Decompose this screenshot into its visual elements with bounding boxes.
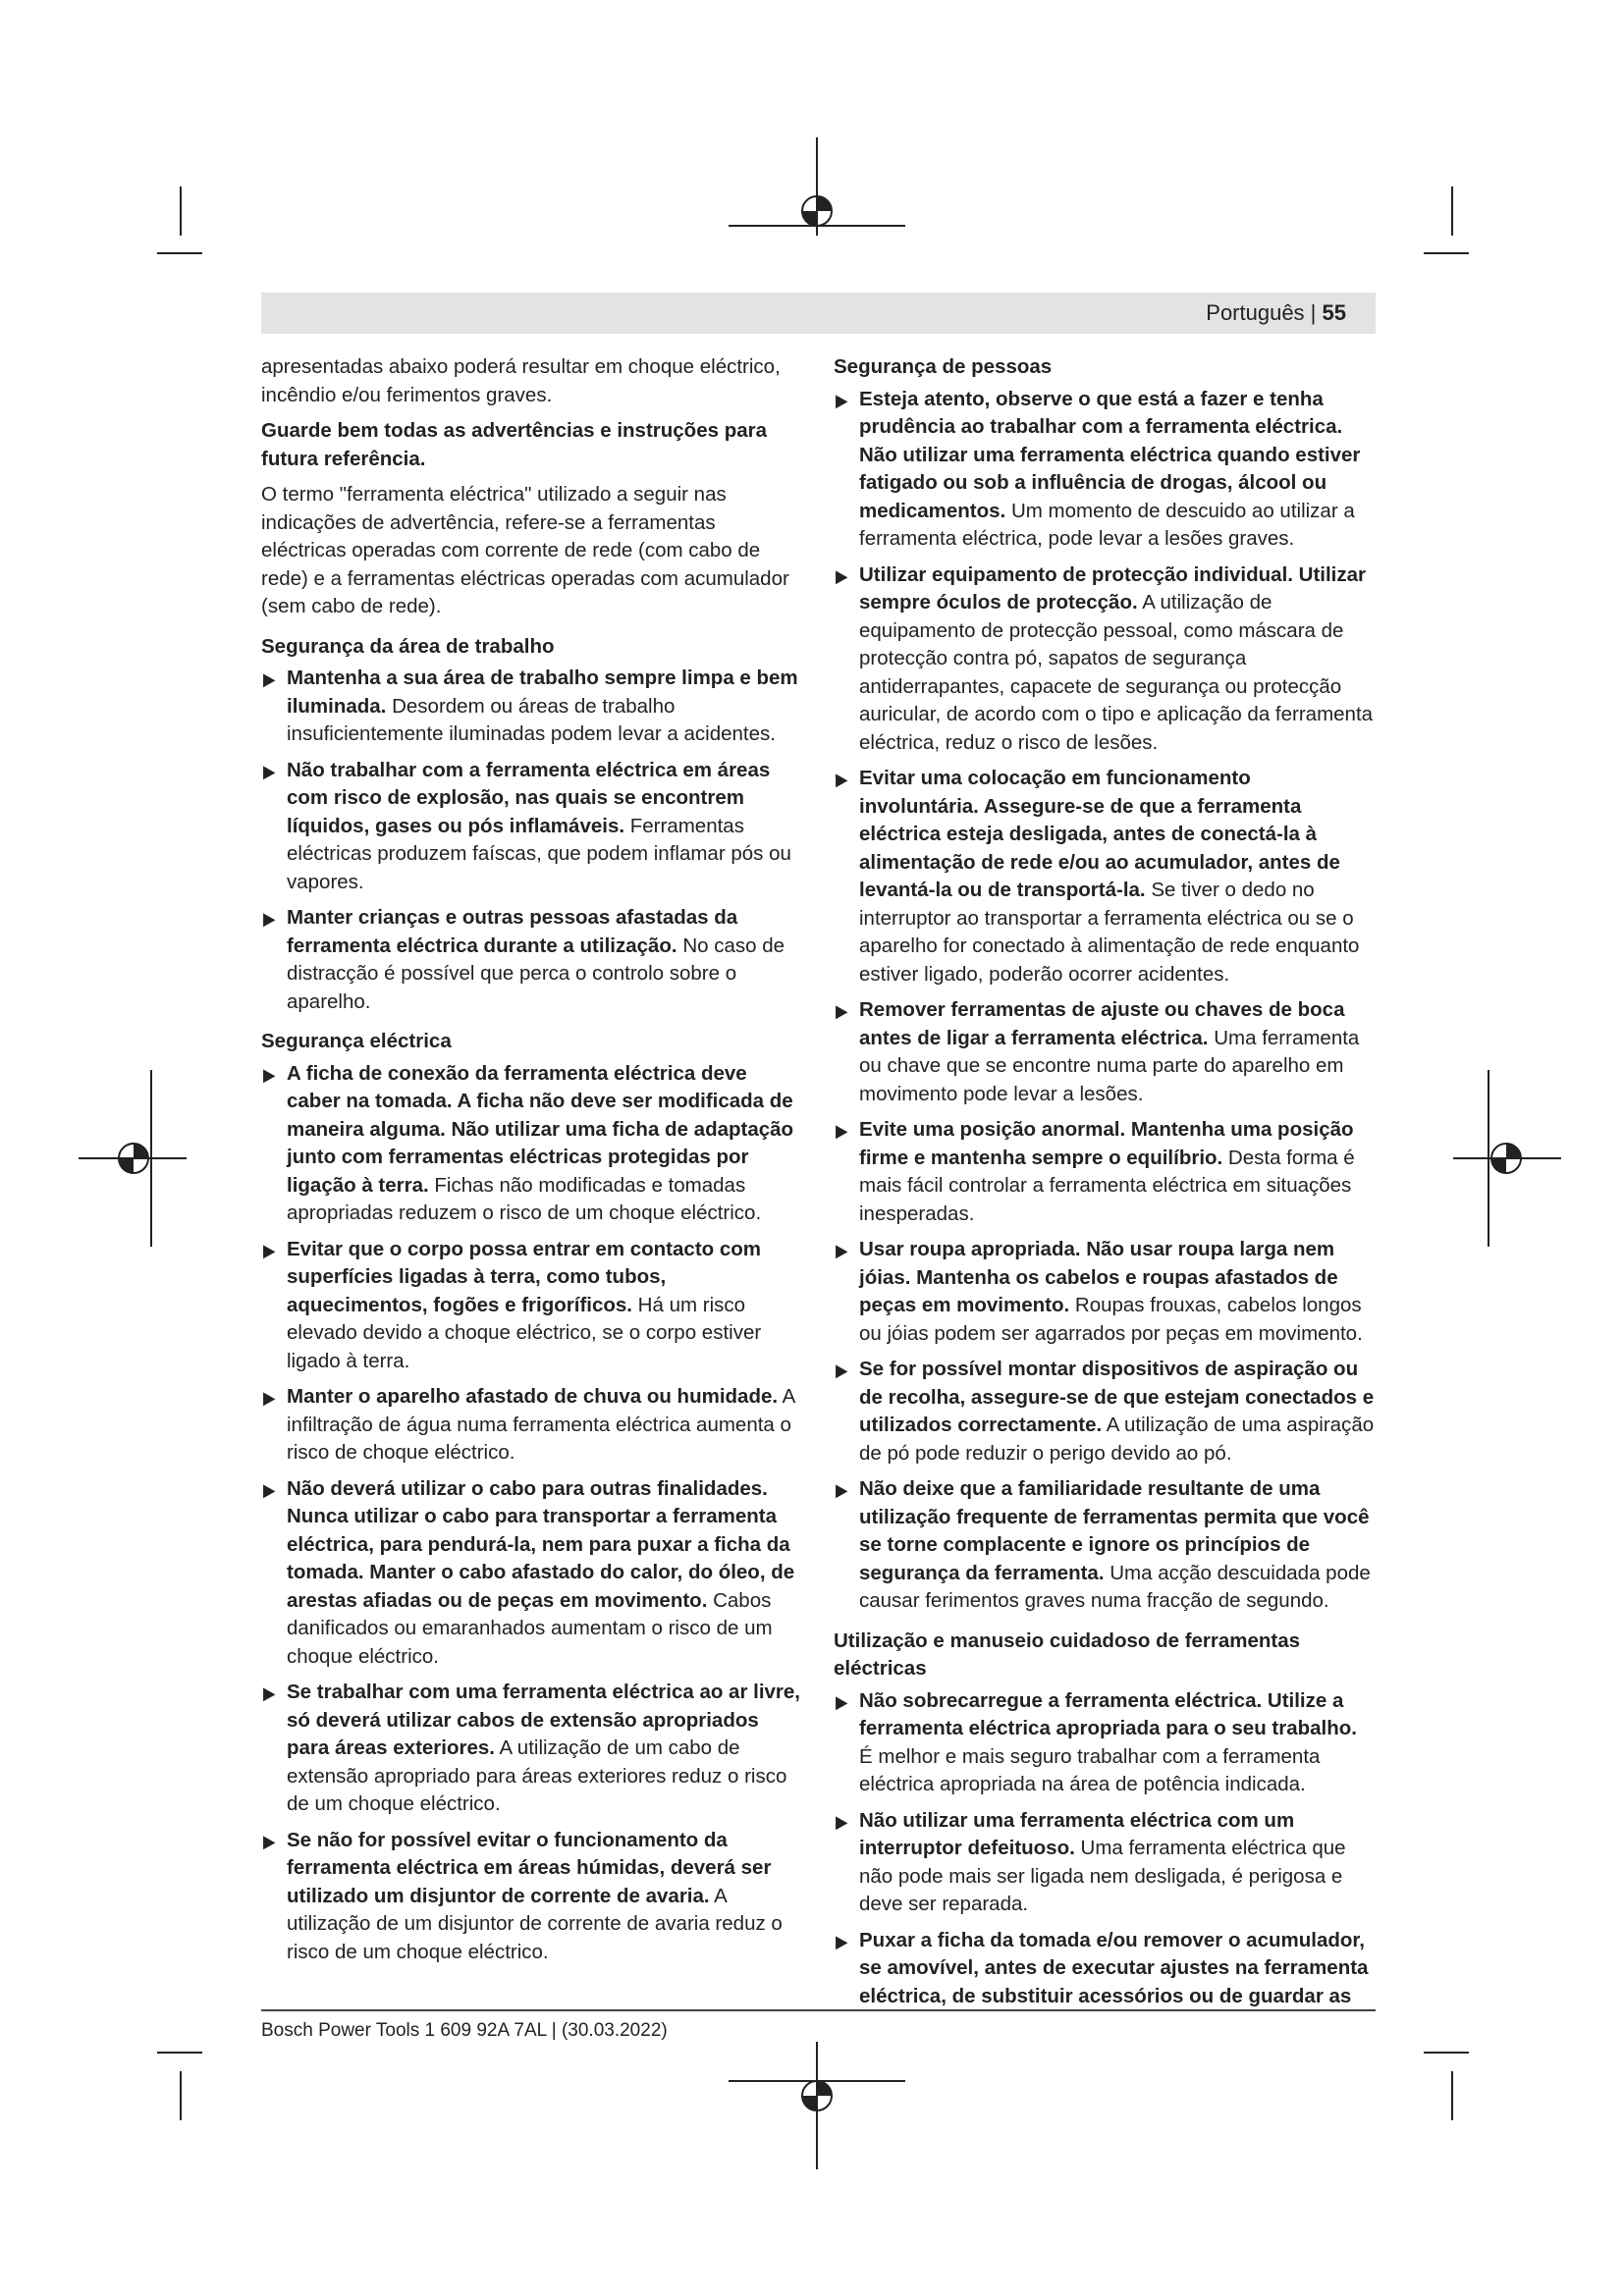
item-bold: Não deixe que a familiaridade resultante de uma utilização frequente de ferramentas permita que você se torne complacente e ignore os princípios de segurança da ferramenta. (859, 1477, 1370, 1584)
registration-mark-icon (729, 2042, 905, 2169)
item-text: Ferramentas eléctricas produzem faíscas, que podem inflamar pós ou vapores. (287, 814, 791, 893)
item-text: Uma ferramenta eléctrica que não pode mais ser ligada nem desligada, é perigosa e deve ser reparada. (859, 1837, 1346, 1915)
triangle-bullet-icon: ▶ (836, 1361, 848, 1380)
item-bold: Remover ferramentas de ajuste ou chaves de boca antes de ligar a ferramenta eléctrica. (859, 998, 1345, 1049)
item-bold: Se trabalhar com uma ferramenta eléctrica ao ar livre, só deverá utilizar cabos de extensão apropriados para áreas exteriores. (287, 1681, 801, 1759)
item-text: Um momento de descuido ao utilizar a ferramenta eléctrica, pode levar a lesões graves. (859, 499, 1355, 550)
footer-text: Bosch Power Tools 1 609 92A 7AL | (30.03.2022) (261, 2020, 668, 2041)
list-item (261, 904, 803, 1016)
header-label (1206, 300, 1346, 326)
crop-mark (1424, 2052, 1469, 2054)
triangle-bullet-icon: ▶ (263, 1831, 276, 1851)
triangle-bullet-icon: ▶ (836, 1691, 848, 1712)
item-text: A utilização de um cabo de extensão apropriado para áreas exteriores reduz o risco de um choque eléctrico. (287, 1736, 787, 1815)
item-text: Desordem ou áreas de trabalho insuficientemente iluminadas podem levar a acidentes. (287, 694, 776, 745)
item-bold: Evite uma posição anormal. Mantenha uma posição firme e mantenha sempre o equilíbrio. (859, 1118, 1354, 1169)
triangle-bullet-icon: ▶ (836, 1121, 848, 1141)
item-text: Roupas frouxas, cabelos longos ou jóias podem ser agarrados por peças em movimento. (859, 1294, 1363, 1345)
item-text: É melhor e mais seguro trabalhar com a ferramenta eléctrica apropriada na área de potência indicada. (859, 1744, 1321, 1795)
list-item (261, 757, 803, 897)
list-item (261, 1827, 803, 1967)
triangle-bullet-icon: ▶ (836, 1241, 848, 1260)
registration-mark-icon (1453, 1070, 1561, 1247)
page-number: 55 (1322, 300, 1346, 325)
triangle-bullet-icon: ▶ (836, 1931, 848, 1951)
item-text: Fichas não modificadas e tomadas apropriadas reduzem o risco de um choque eléctrico. (287, 1173, 762, 1224)
list-item (834, 1807, 1376, 1919)
triangle-bullet-icon: ▶ (263, 1064, 276, 1085)
item-bold: A ficha de conexão da ferramenta eléctrica deve caber na tomada. A ficha não deve ser modificada de maneira alguma. Não utilizar uma ficha de adaptação junto com ferramentas eléctricas protegidas por ligação à terra. (287, 1061, 794, 1197)
list-item (261, 1236, 803, 1376)
item-bold: Usar roupa apropriada. Não usar roupa larga nem jóias. Mantenha os cabelos e roupas afastados de peças em movimento. (859, 1238, 1338, 1316)
triangle-bullet-icon: ▶ (263, 1388, 276, 1408)
triangle-bullet-icon: ▶ (263, 1479, 276, 1500)
section-title: Utilização e manuseio cuidadoso de ferramentas eléctricas (834, 1629, 1301, 1680)
item-bold: Não trabalhar com a ferramenta eléctrica em áreas com risco de explosão, nas quais se encontrem líquidos, gases ou pós inflamáveis. (287, 758, 771, 837)
list-item (261, 1475, 803, 1672)
triangle-bullet-icon: ▶ (263, 1683, 276, 1703)
list-item (834, 1116, 1376, 1228)
registration-mark-icon (729, 137, 905, 255)
crop-mark (1451, 2071, 1453, 2120)
crop-mark (157, 252, 202, 254)
item-text: Há um risco elevado devido a choque eléctrico, se o corpo estiver ligado à terra. (287, 1293, 762, 1372)
term-text: O termo "ferramenta eléctrica" utilizado a seguir nas indicações de advertência, refere-se a ferramentas eléctricas operadas com corrente de rede (com cabo de rede) e a ferramentas eléctricas operadas com acumulador (sem cabo de rede). (261, 483, 789, 617)
crop-mark (1424, 252, 1469, 254)
item-bold: Se for possível montar dispositivos de aspiração ou de recolha, assegure-se de que estejam conectados e utilizados correctamente. (859, 1358, 1375, 1436)
section-title: Segurança da área de trabalho (261, 634, 555, 658)
triangle-bullet-icon: ▶ (263, 909, 276, 929)
crop-mark (180, 187, 182, 236)
list-item (261, 1679, 803, 1819)
item-text: A utilização de uma aspiração de pó pode reduzir o perigo devido ao pó. (859, 1414, 1375, 1465)
triangle-bullet-icon: ▶ (836, 565, 848, 586)
item-bold: Evitar que o corpo possa entrar em contacto com superfícies ligadas à terra, como tubos, aquecimentos, fogões e frigoríficos. (287, 1237, 762, 1316)
footer-rule (261, 2009, 1376, 2011)
list-item (834, 1687, 1376, 1799)
triangle-bullet-icon: ▶ (836, 1480, 848, 1500)
item-bold: Manter crianças e outras pessoas afastadas da ferramenta eléctrica durante a utilização. (287, 906, 738, 957)
crop-mark (1451, 187, 1453, 236)
left-column (261, 353, 803, 1974)
item-text: A utilização de um disjuntor de corrente de avaria reduz o risco de um choque eléctrico. (287, 1884, 783, 1963)
intro-text: apresentadas abaixo poderá resultar em choque eléctrico, incêndio e/ou ferimentos graves. (261, 355, 781, 406)
item-text: Se tiver o dedo no interruptor ao transportar a ferramenta eléctrica ou se o aparelho for conectado à alimentação de rede enquanto estiver ligado, poderão ocorrer acidentes. (859, 879, 1360, 986)
list-item (261, 1060, 803, 1228)
item-bold: Mantenha a sua área de trabalho sempre limpa e bem iluminada. (287, 667, 798, 718)
list-item (834, 561, 1376, 758)
triangle-bullet-icon: ▶ (263, 669, 276, 689)
list-item (834, 386, 1376, 554)
crop-mark (180, 2071, 182, 2120)
list-item (834, 1236, 1376, 1348)
triangle-bullet-icon: ▶ (263, 1240, 276, 1260)
list-item (834, 1927, 1376, 2011)
item-text: Desta forma é mais fácil controlar a ferramenta eléctrica em situações inesperadas. (859, 1146, 1355, 1225)
item-bold: Não utilizar uma ferramenta eléctrica com um interruptor defeituoso. (859, 1808, 1295, 1859)
item-bold: Puxar a ficha da tomada e/ou remover o acumulador, se amovível, antes de executar ajustes na ferramenta eléctrica, de substituir acessórios ou de guardar as (859, 1928, 1369, 2007)
item-text: A utilização de equipamento de protecção pessoal, como máscara de protecção contra pó, sapatos de segurança antiderrapantes, capacete de segurança ou protecção auricular, de acordo com o tipo e aplicação da ferramenta eléctrica, reduz o risco de lesões. (859, 591, 1374, 754)
item-bold: Manter o aparelho afastado de chuva ou humidade. (287, 1385, 779, 1408)
item-bold: Não sobrecarregue a ferramenta eléctrica. Utilize a ferramenta eléctrica apropriada para o seu trabalho. (859, 1688, 1357, 1739)
triangle-bullet-icon: ▶ (263, 761, 276, 781)
item-text: A infiltração de água numa ferramenta eléctrica aumenta o risco de choque eléctrico. (287, 1385, 795, 1464)
item-text: Uma ferramenta ou chave que se encontre numa parte do aparelho em movimento pode levar a lesões. (859, 1026, 1360, 1105)
item-text: Cabos danificados ou emaranhados aumentam o risco de um choque eléctrico. (287, 1588, 773, 1668)
item-text: Uma acção descuidada pode causar ferimentos graves numa fracção de segundo. (859, 1561, 1371, 1612)
section-title: Segurança de pessoas (834, 355, 1053, 378)
page-header (261, 293, 1376, 334)
header-separator: | (1304, 300, 1323, 325)
triangle-bullet-icon: ▶ (836, 770, 848, 789)
item-bold: Não deverá utilizar o cabo para outras finalidades. Nunca utilizar o cabo para transportar a ferramenta eléctrica, para pendurá-la, nem para puxar a ficha da tomada. Manter o cabo afastado do calor, do óleo, de arestas afiadas ou de peças em movimento. (287, 1476, 795, 1612)
item-text: No caso de distracção é possível que perca o controlo sobre o aparelho. (287, 934, 785, 1013)
triangle-bullet-icon: ▶ (836, 1811, 848, 1832)
section-title: Segurança eléctrica (261, 1030, 452, 1052)
list-item (834, 765, 1376, 988)
triangle-bullet-icon: ▶ (836, 390, 848, 410)
keep-instructions: Guarde bem todas as advertências e instruções para futura referência. (261, 419, 767, 470)
header-language: Português (1206, 300, 1305, 325)
crop-mark (157, 2052, 202, 2054)
item-bold: Esteja atento, observe o que está a fazer e tenha prudência ao trabalhar com a ferramenta eléctrica. Não utilizar uma ferramenta eléctrica quando estiver fatigado ou sob a influência de drogas, álcool ou medicamentos. (859, 387, 1361, 522)
registration-mark-icon (79, 1070, 187, 1247)
item-bold: Utilizar equipamento de protecção individual. Utilizar sempre óculos de protecção. (859, 562, 1367, 614)
triangle-bullet-icon: ▶ (836, 1001, 848, 1021)
list-item (834, 996, 1376, 1108)
item-bold: Se não for possível evitar o funcionamento da ferramenta eléctrica em áreas húmidas, deverá ser utilizado um disjuntor de corrente de avaria. (287, 1828, 772, 1907)
list-item (261, 1383, 803, 1468)
list-item (261, 665, 803, 749)
list-item (834, 1475, 1376, 1616)
right-column (834, 353, 1376, 2018)
item-bold: Evitar uma colocação em funcionamento involuntária. Assegure-se de que a ferramenta eléctrica esteja desligada, antes de conectá-la à alimentação de rede e/ou ao acumulador, antes de levantá-la ou de transportá-la. (859, 767, 1340, 901)
list-item (834, 1356, 1376, 1468)
